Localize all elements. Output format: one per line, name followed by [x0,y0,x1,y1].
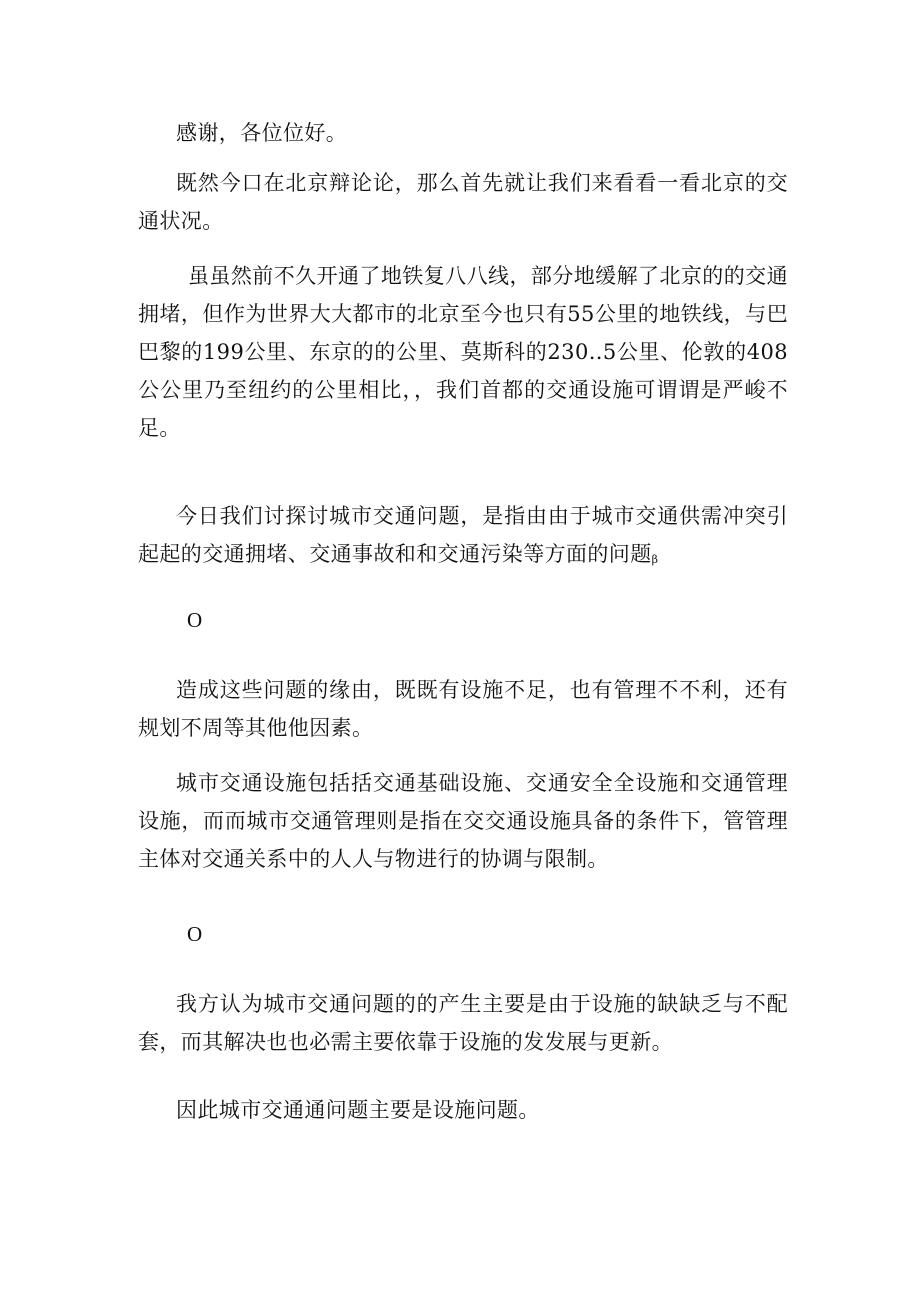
paragraph-facilities-and-management: 城市交通设施包括括交通基础设施、交通安全全设施和交通管理设施，而而城市交通管理则是指在交交通设施具备的条件下，管管理主体对交通关系中的人人与物进行的协调与限制。 [138,771,788,871]
section-marker: O [187,608,203,632]
suffix-mark: β [651,553,659,566]
paragraph-beijing-traffic-intro: 既然今口在北京辩论论，那么首先就让我们来看看一看北京的交通状况。 [138,171,788,233]
section-marker: O [187,922,203,946]
paragraph-our-position: 我方认为城市交通问题的的产生主要是由于设施的缺缺乏与不配套，而其解决也也必需主要依靠于设施的发发展与更新。 [138,992,788,1054]
paragraph-subway-comparison: 虽虽然前不久开通了地铁复八八线，部分地缓解了北京的的交通拥堵，但作为世界大大都市的北京至今也只有55公里的地铁线，与巴巴黎的199公里、东京的的公里、莫斯科的230..5公里、伦敦的408公公里乃至纽约的公里相比，，我们首都的交通设施可谓谓是严峻不足。 [138,264,788,440]
paragraph-greeting: 感谢，各位位好。 [176,121,348,145]
paragraph-traffic-problem-text: 今日我们讨探讨城市交通问题，是指由由于城市交通供需冲突引起起的交通拥堵、交通事故和和交通污染等方面的问题 [138,504,788,566]
paragraph-traffic-problem-definition [138,497,788,579]
paragraph-conclusion: 因此城市交通通问题主要是设施问题。 [176,1098,540,1122]
paragraph-causes: 造成这些问题的缘由，既既有设施不足，也有管理不不利，还有规划不周等其他他因素。 [138,678,788,740]
